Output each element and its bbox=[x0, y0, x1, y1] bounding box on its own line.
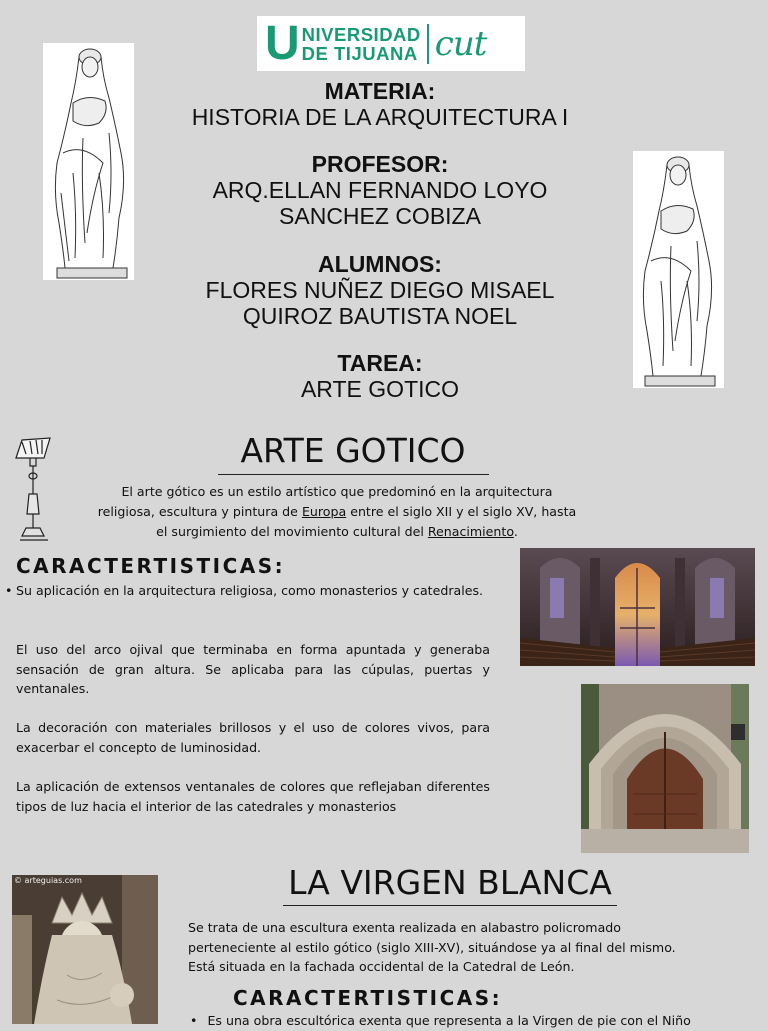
bullet-text: El uso del arco ojival que terminaba en forma apuntada y generaba sensación de gran altura. Se aplicaba para las cúpulas, puertas y ventanales. bbox=[16, 642, 490, 696]
virgen-blanca-description: Se trata de una escultura exenta realizada en alabastro policromado perteneciente al estilo gótico (siglo XIII-XV), situándose ya al final del mismo. Está situada en la fachada occidental de la Catedral de León. bbox=[188, 920, 676, 974]
profesor-section bbox=[150, 151, 610, 229]
madonna-statue-icon bbox=[43, 43, 134, 280]
virgen-blanca-title: LA VIRGEN BLANCA bbox=[288, 863, 612, 902]
alumno-1: FLORES NUÑEZ DIEGO MISAEL bbox=[205, 277, 555, 303]
virgen-blanca-divider bbox=[283, 905, 617, 906]
madonna-statue-icon bbox=[633, 151, 724, 388]
intro-text-1: El arte gótico es un estilo artístico que predominó en la arquitectura religiosa, escultura y pintura de bbox=[97, 484, 553, 519]
alumnos-section bbox=[150, 251, 610, 329]
virgen-blanca-statue-icon bbox=[12, 875, 158, 1024]
link-europa[interactable]: Europa bbox=[301, 504, 347, 519]
tarea-label: TAREA: bbox=[337, 350, 423, 376]
profesor-label: PROFESOR: bbox=[311, 151, 449, 177]
virgen-caracteristicas-title: CARACTERTISTICAS: bbox=[233, 986, 503, 1010]
tarea-section bbox=[150, 350, 610, 402]
list-item bbox=[190, 1011, 750, 1031]
logo-wordmark bbox=[302, 25, 421, 63]
profesor-line-1: ARQ.ELLAN FERNANDO LOYO bbox=[212, 177, 548, 203]
intro-text-2: entre el siglo XII y el siglo XV, hasta el surgimiento del movimiento cultural del bbox=[156, 504, 577, 539]
logo-line-2: DE TIJUANA bbox=[301, 42, 418, 64]
alumnos-label: ALUMNOS: bbox=[318, 251, 442, 277]
list-item bbox=[5, 581, 490, 601]
bullet-dot-icon: • bbox=[5, 583, 13, 598]
logo-letter: U bbox=[265, 16, 300, 70]
arte-gotico-intro bbox=[92, 482, 582, 542]
lectern-book-icon bbox=[12, 436, 58, 546]
list-item bbox=[16, 777, 490, 816]
bullet-text: La decoración con materiales brillosos y el uso de colores vivos, para exacerbar el concepto de luminosidad. bbox=[16, 720, 490, 755]
cathedral-interior-icon bbox=[520, 548, 755, 666]
statue-image-right bbox=[633, 151, 724, 388]
profesor-line-2: SANCHEZ COBIZA bbox=[279, 203, 481, 229]
caracteristicas-title: CARACTERTISTICAS: bbox=[16, 554, 286, 578]
photo-watermark: © arteguias.com bbox=[14, 876, 82, 885]
gothic-arch-door-icon bbox=[581, 684, 749, 853]
gothic-door-photo bbox=[581, 684, 749, 853]
materia-section bbox=[150, 78, 610, 130]
bullet-text: La aplicación de extensos ventanales de colores que reflejaban diferentes tipos de luz hacia el interior de las catedrales y monasterios bbox=[16, 779, 490, 814]
link-renacimiento[interactable]: Renacimiento bbox=[427, 524, 514, 539]
alumno-2: QUIROZ BAUTISTA NOEL bbox=[242, 303, 518, 329]
logo-separator bbox=[427, 24, 429, 64]
arte-gotico-divider bbox=[218, 474, 489, 475]
statue-image-left bbox=[43, 43, 134, 280]
bullet-text: Es una obra escultórica exenta que representa a la Virgen de pie con el Niño bbox=[207, 1013, 691, 1028]
arte-gotico-title: ARTE GOTICO bbox=[240, 431, 466, 470]
bullet-text: Su aplicación en la arquitectura religiosa, como monasterios y catedrales. bbox=[16, 583, 484, 598]
virgen-blanca-photo bbox=[12, 875, 158, 1024]
logo-brand: cut bbox=[434, 23, 487, 64]
list-item bbox=[16, 640, 490, 699]
lectern-image bbox=[12, 436, 58, 546]
university-logo bbox=[257, 16, 525, 71]
tarea-value: ARTE GOTICO bbox=[300, 376, 460, 402]
bullet-dot-icon: • bbox=[190, 1013, 198, 1028]
intro-text-3: . bbox=[513, 524, 518, 539]
cathedral-interior-photo bbox=[520, 548, 755, 666]
logo-line-1: NIVERSIDAD bbox=[301, 23, 421, 45]
list-item bbox=[16, 718, 490, 757]
materia-label: MATERIA: bbox=[324, 78, 436, 104]
materia-value: HISTORIA DE LA ARQUITECTURA I bbox=[191, 104, 569, 130]
